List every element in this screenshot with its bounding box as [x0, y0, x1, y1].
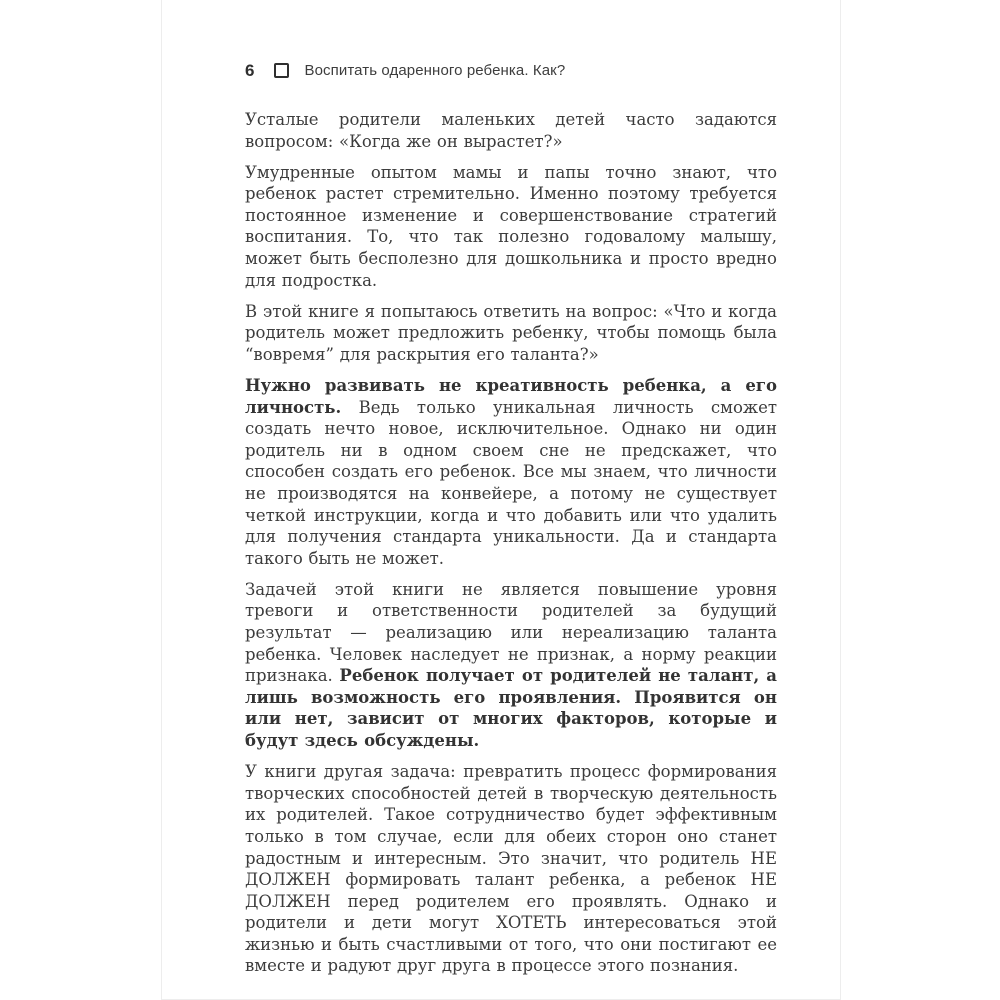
paragraph-text: В этой книге я попытаюсь ответить на вопрос: «Что и когда родитель может предложить ребенку, чтобы помощь была “вовремя” для раскрытия его таланта?»: [245, 301, 777, 364]
paragraph-bold-text: Нужно развивать не креативность ребенка, а его личность.: [245, 376, 777, 417]
running-header: [245, 59, 777, 81]
paragraph-text: У книги другая задача: превратить процесс формирования творческих способностей детей в творческую деятельность их родителей. Такое сотрудничество будет эффективным только в том случае, если для обеих сторон оно станет радостным и интересным. Это значит, что родитель НЕ ДОЛЖЕН формировать талант ребенка, а ребенок НЕ ДОЛЖЕН перед родителем его проявлять. Однако и родители и дети могут ХОТЕТЬ интересоваться этой жизнью и быть счастливыми от того, что они постигают ее вместе и радуют друг друга в процессе этого познания.: [245, 762, 777, 976]
paragraph-text: Умудренные опытом мамы и папы точно знают, что ребенок растет стремительно. Именно поэтому требуется постоянное изменение и совершенствование стратегий воспитания. То, что так полезно годовалому малышу, может быть бесполезно для дошкольника и просто вредно для подростка.: [245, 162, 777, 290]
paragraph-text: Усталые родители маленьких детей часто задаются вопросом: «Когда же он вырастет?»: [245, 110, 777, 151]
square-outline-icon: [274, 63, 289, 78]
paragraph: [245, 761, 777, 977]
page-sheet: [161, 0, 841, 1000]
paragraph: [245, 162, 777, 292]
page-content: [245, 59, 777, 987]
paragraph: [245, 375, 777, 569]
paragraph: [245, 579, 777, 752]
paragraph-text: Ведь только уникальная личность сможет создать нечто новое, исключительное. Однако ни один родитель ни в одном своем сне не предскажет, что способен создать его ребенок. Все мы знаем, что личности не производятся на конвейере, а потому не существует четкой инструкции, когда и что добавить или что удалить для получения стандарта уникальности. Да и стандарта такого быть не может.: [245, 397, 777, 568]
page-number: 6: [245, 60, 255, 80]
body-paragraphs: [245, 109, 777, 977]
running-title: Воспитать одаренного ребенка. Как?: [304, 61, 566, 79]
paragraph: [245, 301, 777, 366]
paragraph-text: Задачей этой книги не является повышение уровня тревоги и ответственности родителей за будущий результат — реализацию или нереализацию таланта ребенка. Человек наследует не признак, а норму реакции признака.: [245, 579, 777, 686]
paragraph-bold-text: Ребенок получает от родителей не талант, а лишь возможность его проявления. Проявится он или нет, зависит от многих факторов, которые и будут здесь обсуждены.: [245, 666, 778, 751]
paragraph: [245, 109, 777, 152]
